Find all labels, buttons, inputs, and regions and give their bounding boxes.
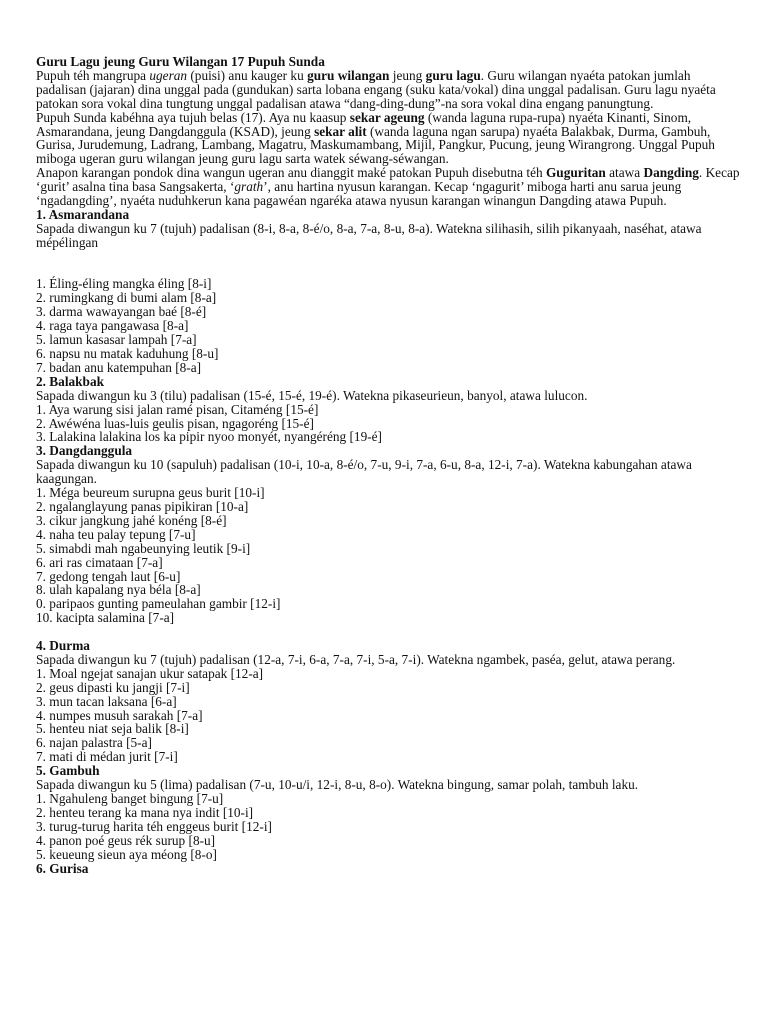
text-run: 3. turug-turug harita téh enggeus burit [12-i] (36, 818, 272, 834)
blank-line (36, 250, 742, 264)
text-run: 4. raga taya pangawasa [8-a] (36, 318, 189, 334)
section-description (36, 778, 742, 792)
types-paragraph (36, 111, 742, 167)
verse-line (36, 347, 742, 361)
text-run: Sapada diwangun ku 7 (tujuh) padalisan (12-a, 7-i, 6-a, 7-a, 7-i, 5-a, 7-i). Watekna ngambek, paséa, gelut, atawa perang. (36, 651, 676, 667)
verse-line (36, 709, 742, 723)
bold-text: Dangding (643, 165, 699, 181)
bold-text: 3. Dangdanggula (36, 443, 133, 459)
text-run: 5. lamun kasasar lampah [7-a] (36, 332, 197, 348)
text-run: 4. numpes musuh sarakah [7-a] (36, 707, 203, 723)
text-run: 2. henteu terang ka mana nya indit [10-i] (36, 804, 254, 820)
text-run: 1. Éling-éling mangka éling [8-i] (36, 276, 212, 292)
text-run: 5. keueung sieun aya méong [8-o] (36, 846, 217, 862)
text-run: 4. naha teu palay tepung [7-u] (36, 526, 196, 542)
verse-line (36, 361, 742, 375)
text-run: 1. Aya warung sisi jalan ramé pisan, Citaméng [15-é] (36, 401, 319, 417)
verse-line (36, 570, 742, 584)
text-run: 7. mati di médan jurit [7-i] (36, 749, 178, 765)
guguritan-paragraph (36, 166, 742, 208)
text-run: ’, anu hartina nyusun karangan. Kecap ‘ngagurit’ miboga harti anu sarua jeung ‘ngadangding’, nyaéta nuduhkerun kana pagawéan ngaréka atawa nyusun karangan winangun Dangding atawa Pupuh. (36, 179, 682, 209)
verse-line (36, 834, 742, 848)
section-heading (36, 764, 742, 778)
verse-line (36, 722, 742, 736)
text-run: 6. najan palastra [5-a] (36, 735, 152, 751)
text-run: 2. Awéwéna luas-luis geulis pisan, ngagoréng [15-é] (36, 415, 314, 431)
text-run: 3. Lalakina lalakina los ka pipir nyoo monyét, nyangéréng [19-é] (36, 429, 382, 445)
verse-line (36, 305, 742, 319)
section-heading (36, 208, 742, 222)
verse-line (36, 291, 742, 305)
text-run: 6. ari ras cimataan [7-a] (36, 554, 163, 570)
text-run: . Guru wilangan nyaéta patokan jumlah padalisan (jajaran) dina unggal pada (gundukan) sarta lobana engang (suku kata/vokal) dina unggal padalisan. Guru lagu nyaéta patokan sora vokal dina tungtung unggal padalisan atawa “dang-ding-dung”-na sora vokal dina engang panungtung. (36, 67, 716, 111)
text-run: 0. paripaos gunting pameulahan gambir [12-i] (36, 596, 281, 612)
bold-text: Guru Lagu jeung Guru Wilangan 17 Pupuh Sunda (36, 54, 325, 69)
verse-line (36, 736, 742, 750)
text-run: 1. Ngahuleng banget bingung [7-u] (36, 790, 224, 806)
text-run: 5. henteu niat seja balik [8-i] (36, 721, 189, 737)
section-description (36, 389, 742, 403)
verse-line (36, 667, 742, 681)
verse-line (36, 848, 742, 862)
text-run: 10. kacipta salamina [7-a] (36, 610, 175, 626)
verse-line (36, 556, 742, 570)
verse-line (36, 430, 742, 444)
document-body (36, 55, 742, 875)
text-run: 8. ulah kapalang nya béla [8-a] (36, 582, 201, 598)
verse-line (36, 277, 742, 291)
text-run: . Kecap ‘gurit’ asalna tina basa Sangsakerta, ‘ (36, 165, 740, 195)
text-run: Anapon karangan pondok dina wangun ugeran anu dianggit maké patokan Pupuh disebutna téh (36, 165, 546, 181)
italic-text: grath (234, 179, 264, 195)
bold-text: guru lagu (425, 67, 481, 83)
bold-text: 5. Gambuh (36, 763, 100, 779)
section-heading (36, 375, 742, 389)
blank-line (36, 625, 742, 639)
section-description (36, 458, 742, 486)
verse-line (36, 611, 742, 625)
section-heading (36, 639, 742, 653)
verse-line (36, 806, 742, 820)
verse-line (36, 486, 742, 500)
text-run: 3. cikur jangkung jahé konéng [8-é] (36, 512, 227, 528)
verse-line (36, 542, 742, 556)
text-run: 7. gedong tengah laut [6-u] (36, 568, 181, 584)
text-run: Sapada diwangun ku 5 (lima) padalisan (7-u, 10-u/i, 12-i, 8-u, 8-o). Watekna bingung, samar polah, tambuh laku. (36, 777, 639, 793)
verse-line (36, 792, 742, 806)
verse-line (36, 750, 742, 764)
verse-line (36, 583, 742, 597)
text-run: 3. darma wawayangan baé [8-é] (36, 304, 207, 320)
text-run: (puisi) anu kauger ku (187, 67, 308, 83)
text-run: (wanda laguna rupa-rupa) nyaéta Kinanti, Sinom, Asmarandana, jeung Dangdanggula (KSAD), jeung (36, 109, 692, 139)
bold-text: sekar alit (314, 123, 367, 139)
verse-line (36, 403, 742, 417)
text-run: Sapada diwangun ku 10 (sapuluh) padalisan (10-i, 10-a, 8-é/o, 7-u, 9-i, 7-a, 6-u, 8-a, 12-i, 7-a). Watekna kabungahan atawa kaagungan. (36, 457, 692, 487)
bold-text: sekar ageung (349, 109, 425, 125)
text-run: 2. ngalanglayung panas pipikiran [10-a] (36, 498, 249, 514)
text-run: 1. Moal ngejat sanajan ukur satapak [12-a] (36, 665, 264, 681)
text-run: Sapada diwangun ku 3 (tilu) padalisan (15-é, 15-é, 19-é). Watekna pikaseurieun, banyol, atawa lulucon. (36, 387, 588, 403)
text-run: 3. mun tacan laksana [6-a] (36, 693, 177, 709)
verse-line (36, 514, 742, 528)
verse-line (36, 820, 742, 834)
section-heading (36, 444, 742, 458)
bold-text: 1. Asmarandana (36, 206, 130, 222)
bold-text: 6. Gurisa (36, 860, 89, 876)
document-title (36, 55, 742, 69)
italic-text: ugeran (149, 67, 188, 83)
text-run: 4. panon poé geus rék surup [8-u] (36, 832, 216, 848)
verse-line (36, 528, 742, 542)
verse-line (36, 681, 742, 695)
text-run: (wanda laguna ngan sarupa) nyaéta Balakbak, Durma, Gambuh, Gurisa, Jurudemung, Ladrang, Lambang, Magatru, Maskumambang, Mijil, Pangkur, Pucung, jeung Wirangrong. Unggal Pupuh miboga ugeran guru wilangan jeung guru lagu sarta watek séwang-séwangan. (36, 123, 715, 167)
verse-line (36, 417, 742, 431)
blank-line (36, 264, 742, 278)
verse-line (36, 333, 742, 347)
text-run: 1. Méga beureum surupna geus burit [10-i] (36, 485, 265, 501)
bold-text: 4. Durma (36, 638, 90, 654)
verse-line (36, 695, 742, 709)
text-run: jeung (389, 67, 426, 83)
text-run: Pupuh Sunda kabéhna aya tujuh belas (17). Aya nu kaasup (36, 109, 350, 125)
section-description (36, 653, 742, 667)
text-run: atawa (605, 165, 644, 181)
verse-line (36, 500, 742, 514)
text-run: Pupuh téh mangrupa (36, 67, 150, 83)
text-run: Sapada diwangun ku 7 (tujuh) padalisan (8-i, 8-a, 8-é/o, 8-a, 7-a, 8-u, 8-a). Watekna silihasih, silih pikanyaah, naséhat, atawa mépélingan (36, 220, 702, 250)
verse-line (36, 319, 742, 333)
intro-paragraph (36, 69, 742, 111)
bold-text: Guguritan (545, 165, 606, 181)
text-run: 7. badan anu katempuhan [8-a] (36, 359, 202, 375)
bold-text: 2. Balakbak (36, 373, 104, 389)
text-run: 2. rumingkang di bumi alam [8-a] (36, 290, 217, 306)
text-run: 5. simabdi mah ngabeunying leutik [9-i] (36, 540, 251, 556)
text-run: 6. napsu nu matak kaduhung [8-u] (36, 346, 219, 361)
section-description (36, 222, 742, 250)
text-run: 2. geus dipasti ku jangji [7-i] (36, 679, 190, 695)
section-heading (36, 862, 742, 876)
bold-text: guru wilangan (307, 67, 390, 83)
verse-line (36, 597, 742, 611)
